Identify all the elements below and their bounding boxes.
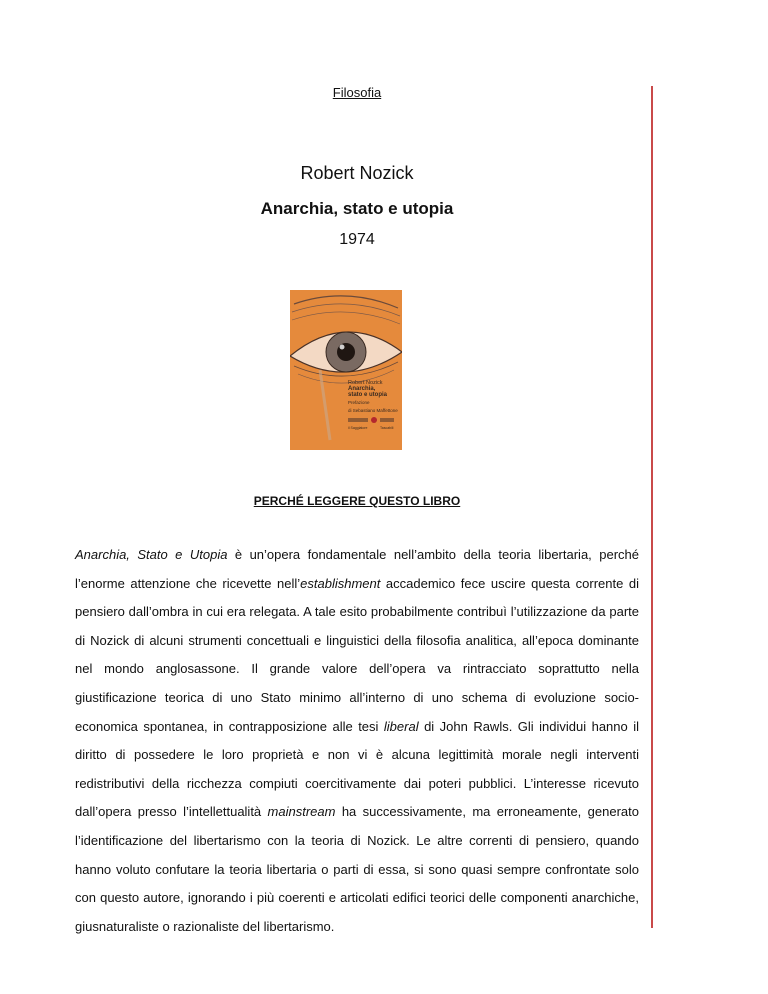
book-author: Robert Nozick — [300, 163, 414, 183]
body-paragraph — [75, 541, 639, 941]
body-text-1: è un’opera fondamentale nell’ambito della teoria libertaria, perché l’enorme attenzione che ricevette nell’ — [75, 547, 639, 591]
body-text-3: di John Rawls. Gli individui hanno il diritto di possedere le loro proprietà e non vi è alcuna legittimità morale negli interventi redistributivi della ricchezza compiuti coercitivamente dai poteri pubblici. L’interesse ricevuto dall’opera presso l’intellettualità — [75, 718, 639, 820]
cover-title-line2: stato e utopia — [348, 392, 388, 398]
cover-subtitle-line1: Prefazione — [348, 400, 370, 405]
cover-author: Robert Nozick — [348, 380, 383, 386]
italic-liberal: liberal — [383, 718, 419, 734]
book-cover-image — [290, 290, 402, 450]
book-title: Anarchia, stato e utopia — [260, 199, 454, 218]
italic-mainstream: mainstream — [267, 804, 336, 820]
section-heading: PERCHÉ LEGGERE QUESTO LIBRO — [253, 494, 461, 508]
italic-book-title: Anarchia, Stato e Utopia — [75, 547, 228, 562]
italic-establishment: establishment — [300, 575, 381, 591]
publication-year: 1974 — [339, 231, 375, 248]
body-text-4: ha successivamente, ma erroneamente, generato l’identificazione del libertarismo con la teoria di Nozick. Le altre correnti di pensiero, quando hanno voluto confutare la teoria libertaria o parti di essa, si sono quasi sempre confrontate solo con questo autore, ignorando i più coerenti e articolati edifici teorici delle componenti anarchiche, giusnaturaliste o razionaliste del libertarismo. — [75, 804, 639, 934]
cover-publisher-left: il Saggiatore — [348, 426, 368, 430]
body-text-2: accademico fece uscire questa corrente di pensiero dall’ombra in cui era relegata. A tale esito probabilmente contribuì l’utilizzazione da parte di Nozick di alcuni strumenti concettuali e linguistici della filosofia analitica, all’epoca dominante nel mondo anglosassone. Il grande valore dell’opera va rintracciato soprattutto nella giustificazione teorica di uno Stato minimo all’interno di uno schema di evoluzione socio-economica spontanea, in contrapposizione alle tesi — [75, 575, 639, 734]
category-label: Filosofia — [332, 85, 382, 100]
cover-subtitle-line2: di Sebastiano Maffettone — [348, 408, 398, 413]
cover-title-line1: Anarchia, — [348, 386, 376, 392]
cover-text-block — [348, 380, 400, 414]
cover-publisher-right: Tascabili — [380, 426, 394, 430]
